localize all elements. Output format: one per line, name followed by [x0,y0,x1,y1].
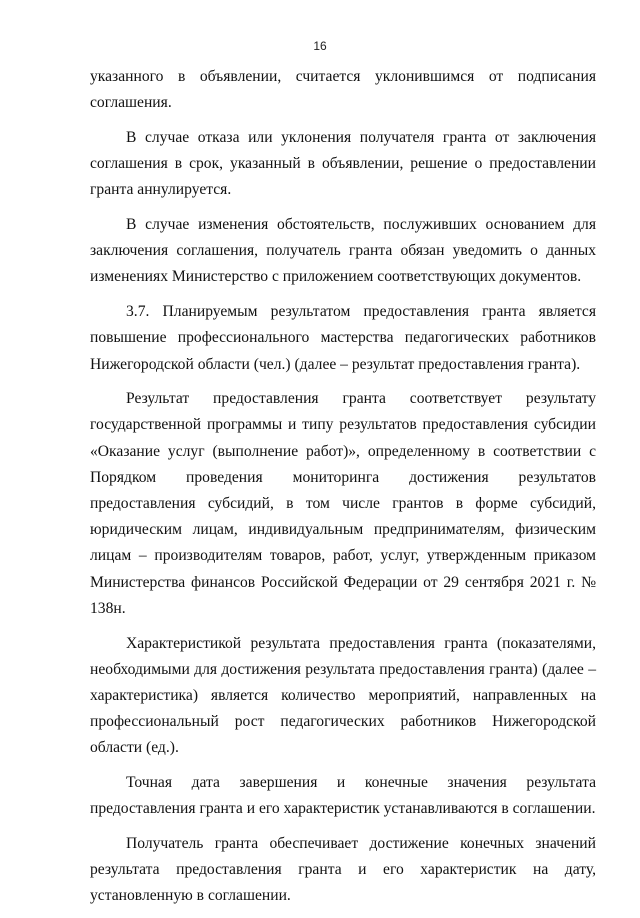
page-number: 16 [313,39,327,53]
document-body [90,64,596,918]
paragraph-circumstances-change: В случае изменения обстоятельств, послуживших основанием для заключения соглашения, получатель гранта обязан уведомить о данных изменениях Министерство с приложением соответствующих документов. [90,216,596,286]
paragraph-result-correspondence: Результат предоставления гранта соответствует результату государственной программы и типу результатов предоставления субсидии «Оказание услуг (выполнение работ)», определенному в соответствии с Порядком проведения мониторинга достижения результатов предоставления субсидий, в том числе грантов в форме субсидий, юридическим лицам, индивидуальным предпринимателям, физическим лицам – производителям товаров, работ, услуг, утвержденным приказом Министерства финансов Российской Федерации от 29 сентября 2021 г. № 138н. [90,390,596,617]
paragraph-continuation: указанного в объявлении, считается уклонившимся от подписания соглашения. [90,68,596,112]
paragraph-refusal: В случае отказа или уклонения получателя гранта от заключения соглашения в срок, указанный в объявлении, решение о предоставлении гранта аннулируется. [90,128,596,199]
paragraph-section-3-7: 3.7. Планируемым результатом предоставления гранта является повышение профессионального мастерства педагогических работников Нижегородской области (чел.) (далее – результат предоставления гранта). [90,303,596,373]
paragraph-characteristic: Характеристикой результата предоставления гранта (показателями, необходимыми для достижения результата предоставления гранта) (далее – характеристика) является количество мероприятий, направленных на профессиональный рост педагогических работников Нижегородской области (ед.). [90,634,596,757]
paragraph-achievement: Получатель гранта обеспечивает достижение конечных значений результата предоставления гранта и его характеристик на дату, установленную в соглашении. [90,834,596,905]
paragraph-exact-date: Точная дата завершения и конечные значения результата предоставления гранта и его характеристик устанавливаются в соглашении. [90,774,596,818]
